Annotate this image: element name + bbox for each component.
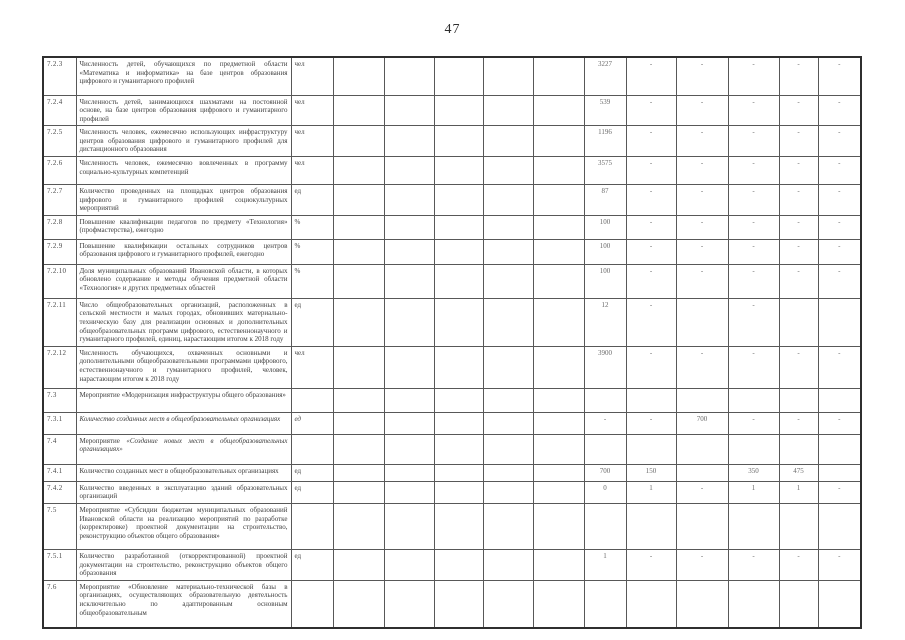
value-cell: -: [779, 126, 818, 157]
value-cell: -: [728, 185, 779, 216]
row-number-cell: 7.2.4: [43, 95, 76, 126]
value-cell: -: [626, 157, 676, 185]
value-cell: [483, 504, 533, 550]
unit-cell: ед: [291, 550, 333, 581]
row-number-cell: 7.5.1: [43, 550, 76, 581]
value-cell: -: [728, 95, 779, 126]
unit-cell: %: [291, 239, 333, 264]
value-cell: [779, 434, 818, 464]
table-row: [43, 481, 861, 503]
value-cell: [384, 464, 434, 481]
value-cell: [434, 550, 483, 581]
indicator-name-cell: Численность человек, ежемесячно вовлеченных в программу социально-культурных компетенций: [76, 157, 291, 185]
unit-cell: %: [291, 215, 333, 239]
value-cell: [483, 434, 533, 464]
value-cell: [333, 434, 384, 464]
indicator-name-cell: Численность детей, обучающихся по предметной области «Математика и информатика» на базе центров образования цифрового и гуманитарного профилей: [76, 57, 291, 95]
indicator-name-cell: Повышение квалификации остальных сотрудников центров образования цифрового и гуманитарного профилей, ежегодно: [76, 239, 291, 264]
value-cell: [333, 157, 384, 185]
value-cell: [676, 298, 728, 346]
value-cell: [483, 264, 533, 298]
value-cell: 150: [626, 464, 676, 481]
value-cell: [384, 264, 434, 298]
value-cell: [728, 504, 779, 550]
unit-cell: [291, 388, 333, 412]
value-cell: [818, 388, 861, 412]
value-cell: 700: [676, 412, 728, 434]
row-number-cell: 7.2.10: [43, 264, 76, 298]
value-cell: -: [779, 239, 818, 264]
value-cell: [333, 481, 384, 503]
value-cell: 539: [584, 95, 626, 126]
value-cell: [483, 185, 533, 216]
value-cell: [483, 126, 533, 157]
value-cell: -: [818, 157, 861, 185]
value-cell: -: [818, 215, 861, 239]
value-cell: [333, 464, 384, 481]
value-cell: 475: [779, 464, 818, 481]
value-cell: -: [779, 57, 818, 95]
row-number-cell: 7.4.2: [43, 481, 76, 503]
value-cell: [333, 346, 384, 388]
value-cell: -: [676, 157, 728, 185]
value-cell: -: [676, 185, 728, 216]
value-cell: [676, 434, 728, 464]
value-cell: -: [676, 481, 728, 503]
unit-cell: ед: [291, 298, 333, 346]
unit-cell: ед: [291, 185, 333, 216]
page-number: 47: [444, 22, 461, 37]
value-cell: -: [818, 412, 861, 434]
value-cell: [533, 550, 584, 581]
value-cell: [483, 298, 533, 346]
value-cell: [483, 550, 533, 581]
value-cell: [333, 504, 384, 550]
table-row: [43, 464, 861, 481]
value-cell: -: [728, 412, 779, 434]
value-cell: [384, 298, 434, 346]
value-cell: [384, 215, 434, 239]
value-cell: [533, 298, 584, 346]
row-number-cell: 7.2.5: [43, 126, 76, 157]
value-cell: [728, 434, 779, 464]
value-cell: [533, 239, 584, 264]
value-cell: -: [728, 57, 779, 95]
value-cell: [483, 57, 533, 95]
indicator-name-cell: Количество проведенных на площадках центров образования цифрового и гуманитарного профилей социокультурных мероприятий: [76, 185, 291, 216]
value-cell: -: [728, 239, 779, 264]
row-number-cell: 7.3.1: [43, 412, 76, 434]
value-cell: 100: [584, 264, 626, 298]
value-cell: [483, 481, 533, 503]
value-cell: [384, 388, 434, 412]
value-cell: -: [626, 57, 676, 95]
unit-cell: ед: [291, 412, 333, 434]
row-number-cell: 7.2.3: [43, 57, 76, 95]
unit-cell: чел: [291, 57, 333, 95]
value-cell: -: [676, 215, 728, 239]
value-cell: -: [818, 481, 861, 503]
value-cell: -: [779, 264, 818, 298]
value-cell: [483, 388, 533, 412]
value-cell: 0: [584, 481, 626, 503]
unit-cell: чел: [291, 346, 333, 388]
value-cell: [779, 298, 818, 346]
row-number-cell: 7.6: [43, 580, 76, 628]
value-cell: [728, 388, 779, 412]
value-cell: [434, 157, 483, 185]
indicator-name-cell: Количество разработанной (откорректированной) проектной документации на строительство, реконструкцию объектов общего образования: [76, 550, 291, 581]
value-cell: [533, 388, 584, 412]
value-cell: [434, 264, 483, 298]
value-cell: -: [818, 126, 861, 157]
value-cell: [818, 298, 861, 346]
unit-cell: чел: [291, 126, 333, 157]
row-number-cell: 7.4.1: [43, 464, 76, 481]
value-cell: [676, 388, 728, 412]
value-cell: [434, 185, 483, 216]
value-cell: [584, 434, 626, 464]
value-cell: -: [626, 346, 676, 388]
value-cell: [676, 464, 728, 481]
value-cell: [483, 464, 533, 481]
value-cell: [333, 239, 384, 264]
table-row: [43, 95, 861, 126]
row-number-cell: 7.3: [43, 388, 76, 412]
value-cell: [533, 504, 584, 550]
indicators-table: [42, 56, 862, 629]
value-cell: -: [676, 264, 728, 298]
value-cell: -: [626, 550, 676, 581]
value-cell: [434, 434, 483, 464]
value-cell: [533, 481, 584, 503]
value-cell: [818, 504, 861, 550]
value-cell: [384, 504, 434, 550]
value-cell: [483, 215, 533, 239]
value-cell: [626, 388, 676, 412]
value-cell: [818, 580, 861, 628]
value-cell: [434, 298, 483, 346]
value-cell: -: [584, 412, 626, 434]
value-cell: -: [818, 264, 861, 298]
value-cell: [333, 388, 384, 412]
table-row: [43, 346, 861, 388]
value-cell: [434, 412, 483, 434]
value-cell: [584, 580, 626, 628]
value-cell: [434, 504, 483, 550]
value-cell: -: [779, 215, 818, 239]
table-row: [43, 550, 861, 581]
indicator-name-cell: Мероприятие «Субсидии бюджетам муниципальных образований Ивановской области на реализацию мероприятий по разработке (корректировке) проектной документации на строительство, реконструкцию объектов общего образования»: [76, 504, 291, 550]
value-cell: 350: [728, 464, 779, 481]
value-cell: [533, 412, 584, 434]
value-cell: [333, 550, 384, 581]
unit-cell: [291, 580, 333, 628]
value-cell: [818, 434, 861, 464]
indicator-name-cell: Мероприятие «Обновление материально-технической базы в организациях, осуществляющих образовательную деятельность исключительно по адаптированным основным общеобразовательным: [76, 580, 291, 628]
value-cell: [483, 412, 533, 434]
value-cell: [434, 464, 483, 481]
value-cell: [384, 550, 434, 581]
value-cell: [676, 504, 728, 550]
value-cell: [779, 504, 818, 550]
value-cell: [584, 388, 626, 412]
unit-cell: чел: [291, 157, 333, 185]
value-cell: [483, 95, 533, 126]
unit-cell: чел: [291, 95, 333, 126]
table-row: [43, 239, 861, 264]
value-cell: [434, 346, 483, 388]
unit-cell: ед: [291, 481, 333, 503]
value-cell: [434, 57, 483, 95]
value-cell: -: [676, 239, 728, 264]
value-cell: -: [779, 185, 818, 216]
value-cell: -: [818, 346, 861, 388]
value-cell: -: [728, 157, 779, 185]
value-cell: -: [818, 95, 861, 126]
value-cell: [779, 388, 818, 412]
indicator-name-cell: Доля муниципальных образований Ивановской области, в которых обновлено содержание и методы обучения предметной области «Технология» и других предметных областей: [76, 264, 291, 298]
table-row: [43, 412, 861, 434]
value-cell: -: [728, 298, 779, 346]
value-cell: [384, 481, 434, 503]
value-cell: [384, 346, 434, 388]
value-cell: 1: [626, 481, 676, 503]
value-cell: [384, 126, 434, 157]
value-cell: [384, 95, 434, 126]
value-cell: -: [626, 239, 676, 264]
value-cell: [333, 95, 384, 126]
value-cell: [333, 580, 384, 628]
indicator-name-cell: Повышение квалификации педагогов по предмету «Технология» (профмастерства), ежегодно: [76, 215, 291, 239]
value-cell: [384, 157, 434, 185]
indicator-name-cell: Численность человек, ежемесячно использующих инфраструктуру центров образования цифрового и гуманитарного профилей для дистанционного образования: [76, 126, 291, 157]
value-cell: -: [626, 185, 676, 216]
value-cell: [626, 504, 676, 550]
value-cell: 100: [584, 215, 626, 239]
value-cell: [333, 264, 384, 298]
value-cell: [676, 580, 728, 628]
value-cell: [533, 464, 584, 481]
value-cell: [533, 157, 584, 185]
value-cell: 100: [584, 239, 626, 264]
value-cell: [626, 580, 676, 628]
value-cell: 3227: [584, 57, 626, 95]
value-cell: -: [779, 412, 818, 434]
value-cell: -: [728, 215, 779, 239]
value-cell: [384, 57, 434, 95]
value-cell: [483, 157, 533, 185]
value-cell: [384, 434, 434, 464]
value-cell: -: [626, 264, 676, 298]
value-cell: -: [728, 550, 779, 581]
unit-cell: [291, 434, 333, 464]
value-cell: [333, 185, 384, 216]
value-cell: -: [728, 126, 779, 157]
value-cell: -: [626, 412, 676, 434]
value-cell: [434, 239, 483, 264]
table-row: [43, 388, 861, 412]
table-row: [43, 215, 861, 239]
value-cell: -: [626, 126, 676, 157]
indicator-name-cell: Численность обучающихся, охваченных основными и дополнительными общеобразовательными программами цифрового, естественнонаучного и гуманитарного профилей, человек, нарастающим итогом к 2018 году: [76, 346, 291, 388]
value-cell: -: [818, 239, 861, 264]
indicator-name-cell: Количество созданных мест в общеобразовательных организациях: [76, 412, 291, 434]
value-cell: [483, 346, 533, 388]
value-cell: [533, 215, 584, 239]
table-row: [43, 185, 861, 216]
table-row: [43, 434, 861, 464]
value-cell: [333, 57, 384, 95]
table-row: [43, 126, 861, 157]
value-cell: [384, 412, 434, 434]
indicator-name-cell: Мероприятие «Создание новых мест в общеобразовательных организациях»: [76, 434, 291, 464]
value-cell: -: [626, 298, 676, 346]
unit-cell: %: [291, 264, 333, 298]
value-cell: [533, 580, 584, 628]
value-cell: [333, 298, 384, 346]
value-cell: 1: [779, 481, 818, 503]
value-cell: [533, 346, 584, 388]
table-row: [43, 580, 861, 628]
value-cell: [434, 95, 483, 126]
value-cell: [384, 239, 434, 264]
value-cell: [533, 95, 584, 126]
value-cell: 3575: [584, 157, 626, 185]
value-cell: 1: [584, 550, 626, 581]
indicator-name-cell: Число общеобразовательных организаций, расположенных в сельской местности и малых городах, обновивших материально-техническую базу для реализации основных и дополнительных общеобразовательных программ цифрового, естественнонаучного и гуманитарного профилей, единиц, нарастающим итогом к 2018 году: [76, 298, 291, 346]
row-number-cell: 7.2.11: [43, 298, 76, 346]
value-cell: -: [626, 215, 676, 239]
value-cell: -: [626, 95, 676, 126]
row-number-cell: 7.2.6: [43, 157, 76, 185]
value-cell: 3900: [584, 346, 626, 388]
value-cell: [533, 434, 584, 464]
value-cell: [333, 412, 384, 434]
value-cell: -: [728, 264, 779, 298]
value-cell: [533, 126, 584, 157]
value-cell: [533, 264, 584, 298]
value-cell: 1: [728, 481, 779, 503]
table-body: [43, 57, 861, 628]
indicator-name-cell: Мероприятие «Модернизация инфраструктуры общего образования»: [76, 388, 291, 412]
row-number-cell: 7.5: [43, 504, 76, 550]
table-row: [43, 504, 861, 550]
indicator-name-cell: Количество созданных мест в общеобразовательных организациях: [76, 464, 291, 481]
value-cell: 700: [584, 464, 626, 481]
value-cell: [384, 580, 434, 628]
value-cell: -: [779, 550, 818, 581]
value-cell: [626, 434, 676, 464]
value-cell: [434, 580, 483, 628]
value-cell: [533, 185, 584, 216]
value-cell: -: [779, 346, 818, 388]
value-cell: [384, 185, 434, 216]
value-cell: [483, 580, 533, 628]
value-cell: [333, 215, 384, 239]
table-row: [43, 264, 861, 298]
indicator-name-cell: Количество введенных в эксплуатацию зданий образовательных организаций: [76, 481, 291, 503]
value-cell: -: [676, 95, 728, 126]
value-cell: [728, 580, 779, 628]
value-cell: 12: [584, 298, 626, 346]
value-cell: 1196: [584, 126, 626, 157]
value-cell: -: [779, 95, 818, 126]
value-cell: [779, 580, 818, 628]
value-cell: -: [676, 126, 728, 157]
value-cell: [533, 57, 584, 95]
value-cell: -: [676, 550, 728, 581]
table-row: [43, 57, 861, 95]
value-cell: [483, 239, 533, 264]
value-cell: -: [676, 57, 728, 95]
value-cell: -: [676, 346, 728, 388]
value-cell: -: [818, 57, 861, 95]
value-cell: -: [818, 550, 861, 581]
value-cell: [434, 388, 483, 412]
row-number-cell: 7.2.7: [43, 185, 76, 216]
value-cell: [584, 504, 626, 550]
value-cell: -: [818, 185, 861, 216]
value-cell: [434, 126, 483, 157]
row-number-cell: 7.2.9: [43, 239, 76, 264]
row-number-cell: 7.4: [43, 434, 76, 464]
value-cell: 87: [584, 185, 626, 216]
row-number-cell: 7.2.12: [43, 346, 76, 388]
value-cell: [434, 215, 483, 239]
table-row: [43, 298, 861, 346]
value-cell: [434, 481, 483, 503]
value-cell: [818, 464, 861, 481]
table-row: [43, 157, 861, 185]
unit-cell: [291, 504, 333, 550]
value-cell: -: [728, 346, 779, 388]
unit-cell: ед: [291, 464, 333, 481]
indicator-name-cell: Численность детей, занимающихся шахматами на постоянной основе, на базе центров образования цифрового и гуманитарного профилей: [76, 95, 291, 126]
value-cell: -: [779, 157, 818, 185]
value-cell: [333, 126, 384, 157]
row-number-cell: 7.2.8: [43, 215, 76, 239]
